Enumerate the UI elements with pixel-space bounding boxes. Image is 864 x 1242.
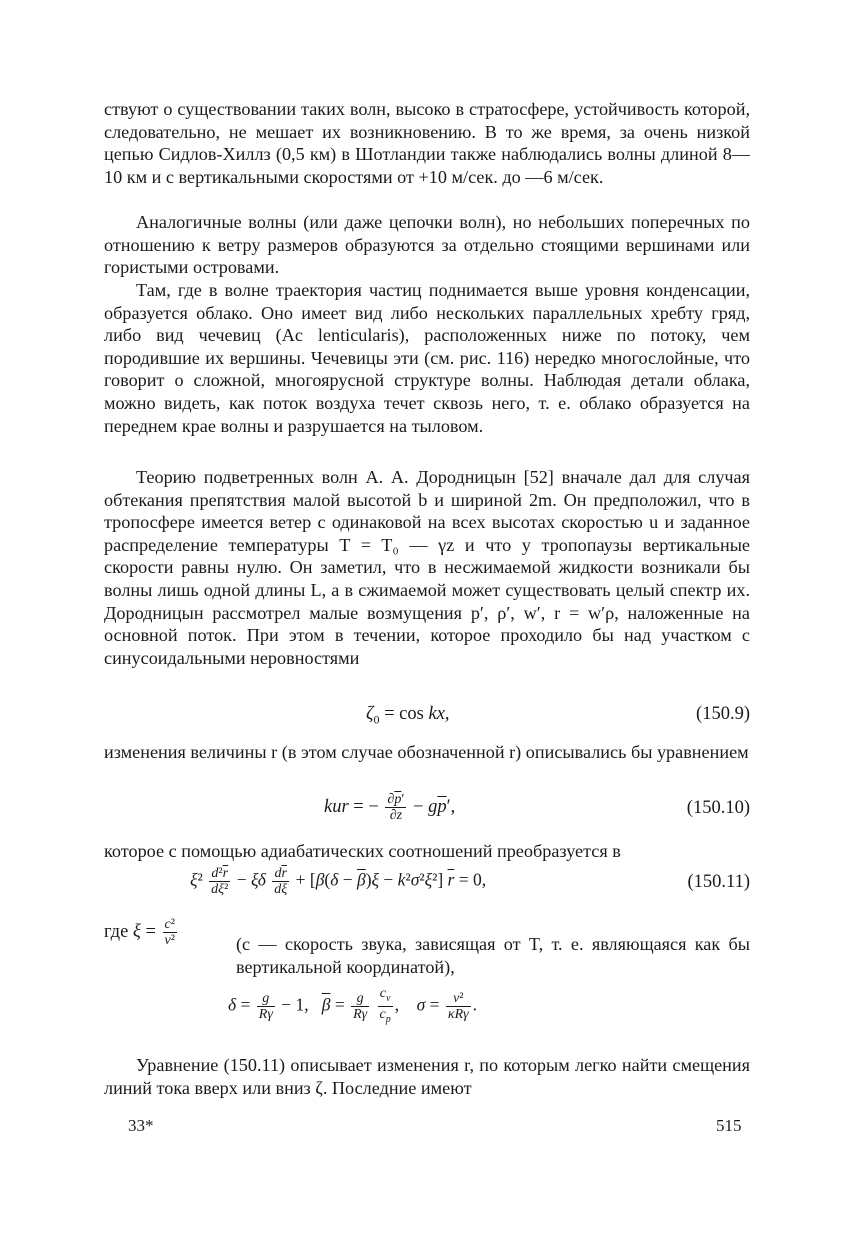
equation-150-10: kur = − $\frac{\partial\overline{p}'}{\partial z}$ − $g\overline{p}'$, (150.10) <box>324 792 750 823</box>
paragraph-4: Теорию подветренных волн А. А. Дородницын [52] вначале дал для случая обтекания препятствия малой высотой b и шириной 2m. Он предположил, что в тропосфере имеется ветер с одинаковой на всех высотах скоростью u и заданное распределение температуры T = T₀ — γz и что у тропопаузы вертикальные скорости равны нулю. Он заметил, что в несжимаемой жидкости возникали бы волны лишь одной длины L, а в сжимаемой может существовать целый спектр их. Дородницын рассмотрел малые возмущения p′, ρ′, w′, r = w′ρ, наложенные на основной поток. При этом в течении, которое проходило бы над участком с синусоидальными неровностями <box>104 467 750 668</box>
equation-number: (150.9) <box>696 704 750 724</box>
paragraph-8: Уравнение (150.11) описывает изменения r, по которым легко найти смещения линий тока вверх или вниз ζ. Последние имеют <box>104 1055 750 1098</box>
equation-number: (150.11) <box>687 872 750 892</box>
equation-number: (150.10) <box>686 798 750 818</box>
paragraph-1: ствуют о существовании таких волн, высоко в стратосфере, устойчивость которой, следовательно, не мешает их возникновению. В то же время, за очень низкой цепью Сидлов-Хиллз (0,5 км) в Шотландии также наблюдались волны длиной 8—10 км и с вертикальными скоростями от +10 м/сек. до —6 м/сек. <box>104 99 750 187</box>
definition-xi: где ξ = $\frac{\text{c²}}{\text{v²}}$ <box>104 917 175 948</box>
paragraph-7: (c — скорость звука, зависящая от T, т. е. являющаяся как бы вертикальной координатой), <box>236 934 750 977</box>
equation-definitions: δ = $\frac{g}{R\gamma}$ − 1, $\overline{\beta}$ = $\frac{g}{R\gamma}$ $\frac{c_v}{c_p}$ , σ = $\frac{\text{v²}}{\text{κRγ}}$ . <box>228 986 478 1025</box>
signature-mark: 33* <box>128 1116 154 1135</box>
page-number: 515 <box>716 1116 742 1135</box>
paragraph-5: изменения величины r (в этом случае обозначенной r) описывались бы уравнением <box>104 742 749 762</box>
equation-150-11: ξ² $\frac{d^2\overline{r}}{\text{dξ²}}$ − ξδ $\frac{d\overline{r}}{d\xi}$ + $[\beta(\delta - \overline{\beta})\xi - k^2\sigma^2\xi^2]$ $\overline{r} = 0$, (150.11) <box>190 866 750 897</box>
paragraph-6: которое с помощью адиабатических соотношений преобразуется в <box>104 841 621 861</box>
paragraph-2: Аналогичные волны (или даже цепочки волн), но небольших поперечных по отношению к ветру размеров образуются за отдельно стоящими вершинами или гористыми островами. <box>104 212 750 278</box>
paragraph-3: Там, где в волне траектория частиц поднимается выше уровня конденсации, образуется облако. Оно имеет вид либо нескольких параллельных хребту гряд, либо вид чечевиц (Ac lenticularis), расположенных ниже по потоку, чем породившие их вершины. Чечевицы эти (см. рис. 116) нередко многослойные, что говорит о сложной, многоярусной структуре волны. Наблюдая детали облака, можно видеть, как поток воздуха течет сквозь него, т. е. облако образуется на переднем крае волны и разрушается на тыловом. <box>104 280 750 436</box>
equation-150-9: $\zeta_0 = \cos$ kx, (150.9) <box>366 704 750 727</box>
